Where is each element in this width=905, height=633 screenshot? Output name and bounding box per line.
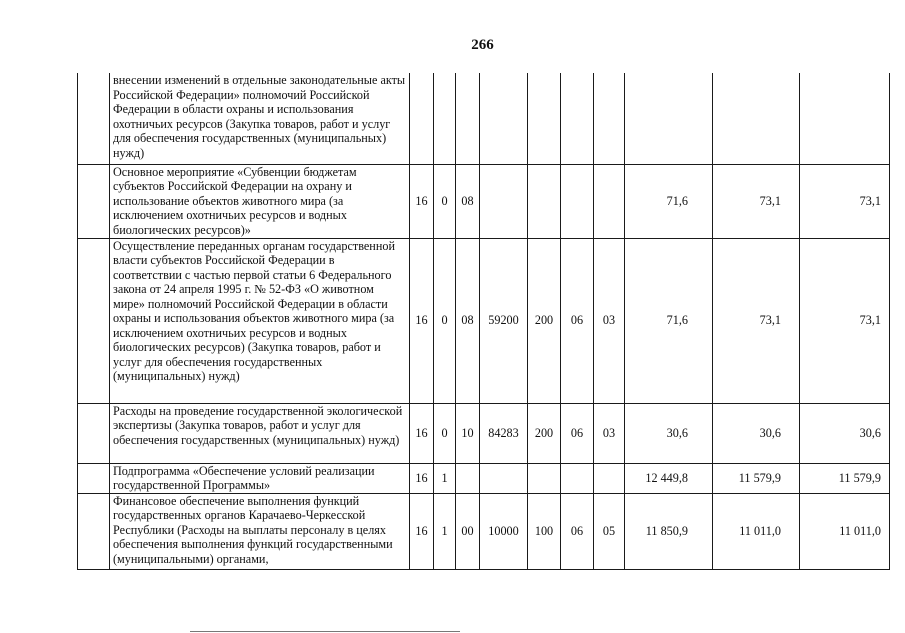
budget-table: [77, 73, 890, 570]
code-cell: 1: [434, 463, 456, 493]
amount-cell: 73,1: [713, 164, 800, 238]
code-cell: [434, 73, 456, 164]
code-cell: [528, 164, 561, 238]
code-cell: 06: [561, 403, 594, 463]
code-cell: 1: [434, 493, 456, 569]
code-cell: [594, 73, 625, 164]
amount-cell: 30,6: [800, 403, 890, 463]
amount-cell: [713, 73, 800, 164]
code-cell: 84283: [480, 403, 528, 463]
code-cell: [480, 73, 528, 164]
code-cell: [594, 164, 625, 238]
code-cell: 05: [594, 493, 625, 569]
code-cell: [528, 73, 561, 164]
amount-cell: 11 850,9: [625, 493, 713, 569]
table-row: [78, 463, 890, 493]
code-cell: 16: [410, 493, 434, 569]
code-cell: 200: [528, 403, 561, 463]
amount-cell: 71,6: [625, 164, 713, 238]
code-cell: 06: [561, 238, 594, 403]
code-cell: 06: [561, 493, 594, 569]
amount-cell: 73,1: [800, 238, 890, 403]
amount-cell: 12 449,8: [625, 463, 713, 493]
amount-cell: 11 579,9: [713, 463, 800, 493]
code-cell: 16: [410, 164, 434, 238]
code-cell: [456, 73, 480, 164]
code-cell: 03: [594, 238, 625, 403]
table-row: [78, 73, 890, 164]
code-cell: 00: [456, 493, 480, 569]
code-cell: [561, 463, 594, 493]
table-row: [78, 403, 890, 463]
code-cell: 0: [434, 164, 456, 238]
row-marker-cell: [78, 238, 110, 403]
code-cell: 10: [456, 403, 480, 463]
table-row: [78, 164, 890, 238]
code-cell: 03: [594, 403, 625, 463]
row-name: Расходы на проведение государственной экологической экспертизы (Закупка товаров, работ и услуг для обеспечения государственных (муниципальных) нужд): [110, 403, 410, 463]
code-cell: 16: [410, 238, 434, 403]
code-cell: 200: [528, 238, 561, 403]
row-marker-cell: [78, 403, 110, 463]
row-name: Подпрограмма «Обеспечение условий реализации государственной Программы»: [110, 463, 410, 493]
code-cell: [561, 73, 594, 164]
code-cell: [480, 164, 528, 238]
code-cell: [456, 463, 480, 493]
row-name: внесении изменений в отдельные законодательные акты Российской Федерации» полномочий Российской Федерации в области охраны и использования охотничьих ресурсов (Закупка товаров, работ и услуг для обеспечения государственных (муниципальных) нужд): [110, 73, 410, 164]
code-cell: [528, 463, 561, 493]
amount-cell: 73,1: [713, 238, 800, 403]
amount-cell: 71,6: [625, 238, 713, 403]
amount-cell: 30,6: [713, 403, 800, 463]
row-marker-cell: [78, 493, 110, 569]
table-row: [78, 238, 890, 403]
row-name: Основное мероприятие «Субвенции бюджетам субъектов Российской Федерации на охрану и использование объектов животного мира (за исключением охотничьих ресурсов и водных биологических ресурсов)»: [110, 164, 410, 238]
code-cell: 59200: [480, 238, 528, 403]
code-cell: 08: [456, 238, 480, 403]
row-marker-cell: [78, 164, 110, 238]
code-cell: 16: [410, 403, 434, 463]
code-cell: 08: [456, 164, 480, 238]
code-cell: [480, 463, 528, 493]
code-cell: [410, 73, 434, 164]
amount-cell: 11 011,0: [800, 493, 890, 569]
amount-cell: 30,6: [625, 403, 713, 463]
amount-cell: 73,1: [800, 164, 890, 238]
table-row: [78, 493, 890, 569]
amount-cell: [800, 73, 890, 164]
page-number: 266: [471, 37, 494, 53]
code-cell: 16: [410, 463, 434, 493]
code-cell: 10000: [480, 493, 528, 569]
code-cell: 0: [434, 403, 456, 463]
row-marker-cell: [78, 73, 110, 164]
code-cell: [561, 164, 594, 238]
row-marker-cell: [78, 463, 110, 493]
amount-cell: 11 011,0: [713, 493, 800, 569]
row-name: Финансовое обеспечение выполнения функций государственных органов Карачаево-Черкесской Республики (Расходы на выплаты персоналу в целях обеспечения выполнения функций государственными (муниципальными) органами,: [110, 493, 410, 569]
code-cell: [594, 463, 625, 493]
amount-cell: [625, 73, 713, 164]
row-name: Осуществление переданных органам государственной власти субъектов Российской Федерации в соответствии с частью первой статьи 6 Федерального закона от 24 апреля 1995 г. № 52-ФЗ «О животном мире» полномочий Российской Федерации в области охраны и использования объектов животного мира (за исключением охотничьих ресурсов и водных биологических ресурсов) (Закупка товаров, работ и услуг для обеспечения государственных (муниципальных) нужд): [110, 238, 410, 403]
footer-rule: [190, 631, 460, 632]
code-cell: 0: [434, 238, 456, 403]
amount-cell: 11 579,9: [800, 463, 890, 493]
code-cell: 100: [528, 493, 561, 569]
